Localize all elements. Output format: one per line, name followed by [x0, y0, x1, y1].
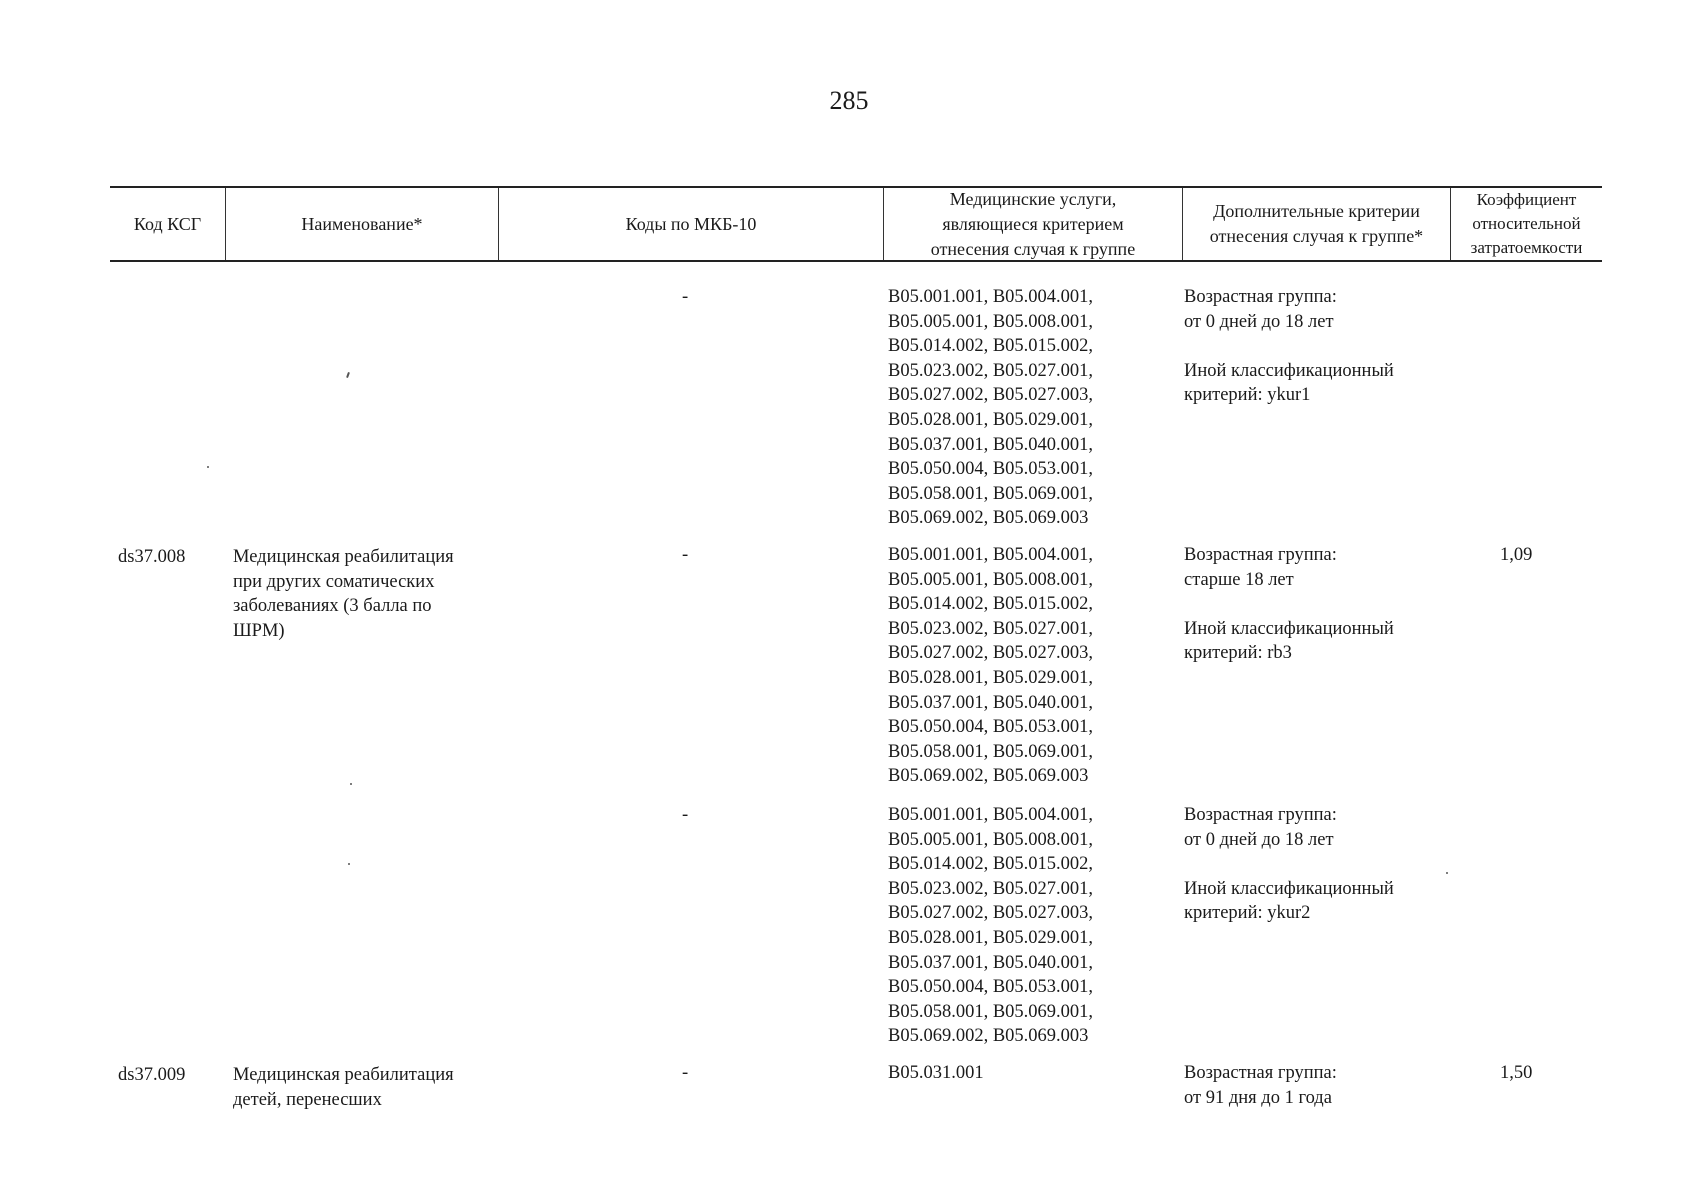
row-additional-criteria: Возрастная группа: от 91 дня до 1 года	[1184, 1063, 1337, 1108]
row-additional-criteria: Возрастная группа: от 0 дней до 18 лет Иной классификационный критерий: ykur1	[1184, 287, 1394, 406]
row-name: Медицинская реабилитация детей, перенесших	[233, 1065, 454, 1110]
row-additional-criteria: Возрастная группа: старше 18 лет Иной классификационный критерий: rb3	[1184, 545, 1394, 664]
header-medical-services: Медицинские услуги, являющиеся критерием отнесения случая к группе	[883, 188, 1182, 260]
row-medical-services: B05.001.001, B05.004.001, B05.005.001, B05.008.001, B05.014.002, B05.015.002, B05.023.002, B05.027.001, B05.027.002, B05.027.003, B05.028.001, B05.029.001, B05.037.001, B05.040.001, B05.050.004, B05.053.001, B05.058.001, B05.069.001, B05.069.002, B05.069.003	[888, 805, 1094, 1047]
header-mkb-codes: Коды по МКБ-10	[498, 188, 883, 260]
row-coefficient: 1,50	[1500, 1063, 1533, 1083]
scan-speck	[348, 863, 350, 865]
header-kod-ksg: Код КСГ	[133, 213, 202, 234]
row-name: Медицинская реабилитация при других соматических заболеваниях (3 балла по ШРМ)	[233, 547, 454, 641]
header-additional-criteria: Дополнительные критерии отнесения случая к группе*	[1182, 188, 1450, 260]
row-mkb-codes: -	[682, 545, 689, 565]
scan-speck	[346, 372, 350, 378]
scan-speck	[207, 466, 209, 468]
table-header	[110, 186, 1602, 262]
header-coefficient: Коэффициент относительной затратоемкости	[1450, 188, 1602, 260]
row-medical-services: B05.031.001	[888, 1063, 984, 1083]
row-medical-services: B05.001.001, B05.004.001, B05.005.001, B05.008.001, B05.014.002, B05.015.002, B05.023.002, B05.027.001, B05.027.002, B05.027.003, B05.028.001, B05.029.001, B05.037.001, B05.040.001, B05.050.004, B05.053.001, B05.058.001, B05.069.001, B05.069.002, B05.069.003	[888, 287, 1094, 529]
row-mkb-codes: -	[682, 1063, 689, 1083]
row-additional-criteria: Возрастная группа: от 0 дней до 18 лет Иной классификационный критерий: ykur2	[1184, 805, 1394, 924]
row-kod-ksg: ds37.009	[118, 1065, 186, 1085]
page-number: 285	[829, 86, 869, 115]
scan-speck	[1446, 872, 1448, 874]
row-medical-services: B05.001.001, B05.004.001, B05.005.001, B05.008.001, B05.014.002, B05.015.002, B05.023.002, B05.027.001, B05.027.002, B05.027.003, B05.028.001, B05.029.001, B05.037.001, B05.040.001, B05.050.004, B05.053.001, B05.058.001, B05.069.001, B05.069.002, B05.069.003	[888, 545, 1094, 787]
header-name: Наименование*	[225, 188, 498, 260]
row-coefficient: 1,09	[1500, 545, 1533, 565]
row-mkb-codes: -	[682, 287, 689, 307]
row-mkb-codes: -	[682, 805, 689, 825]
row-kod-ksg: ds37.008	[118, 547, 186, 567]
scan-speck	[350, 783, 352, 785]
